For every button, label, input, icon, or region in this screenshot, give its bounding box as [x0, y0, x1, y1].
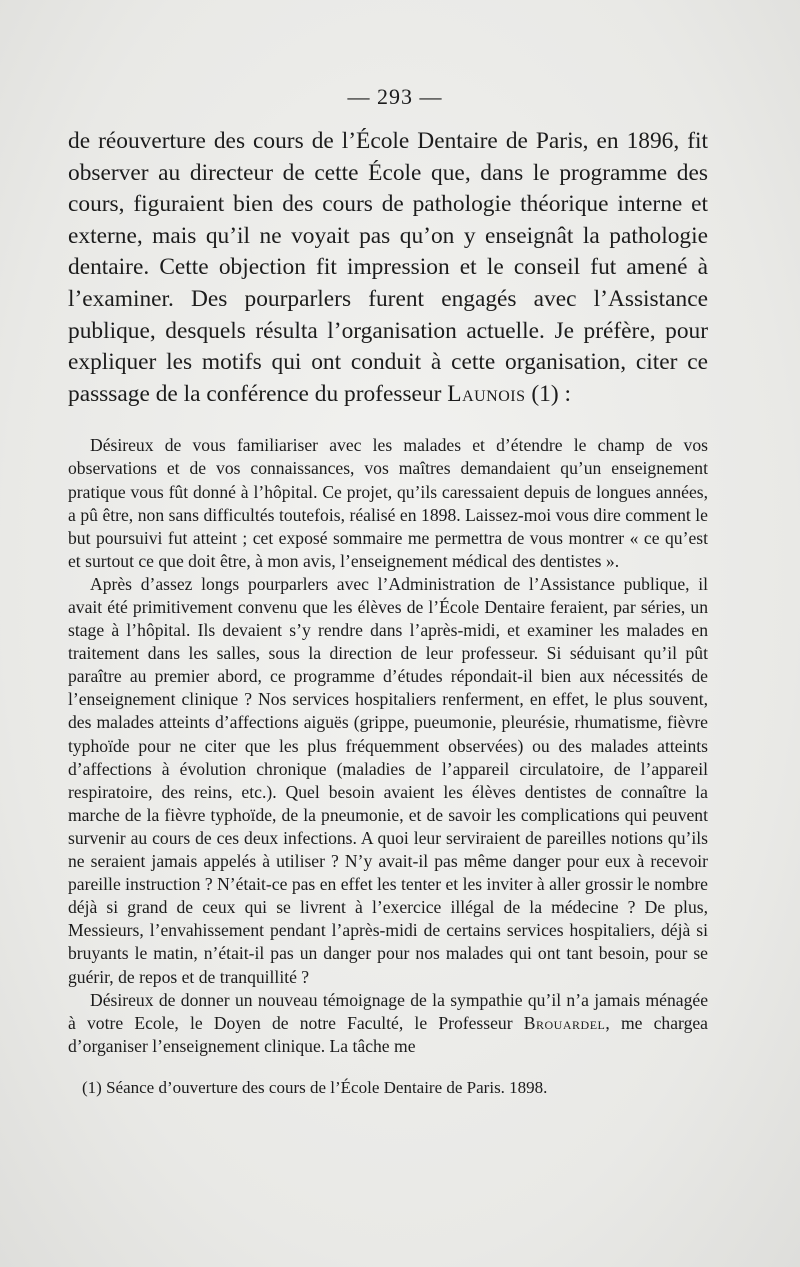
professor-name: Brouardel	[523, 1012, 606, 1033]
quotation-block	[68, 434, 708, 1058]
quote-paragraph-3	[68, 989, 708, 1058]
footnote-reference: (1) :	[525, 380, 571, 407]
quote-paragraph-1: Désireux de vous familiariser avec les malades et d’étendre le champ de vos observations et de vos connaissances, vos maîtres demandaient qu’un enseignement pratique vous fût donné à l’hôpital. Ce projet, qu’ils caressaient depuis de longues années, a pû être, non sans difficultés toutefois, réalisé en 1898. Laissez-moi vous dire comment le but poursuivi fut atteint ; cet exposé sommaire me permettra de vous montrer « ce qu’est et surtout ce que doit être, à mon avis, l’enseignement médical des dentistes ».	[68, 435, 708, 571]
main-paragraph	[68, 126, 708, 410]
main-text	[68, 126, 708, 410]
quote-paragraph-3-end: , me chargea d’organiser l’enseignement clinique. La tâche me	[68, 1012, 708, 1056]
page-number: — 293 —	[347, 84, 443, 109]
footnote: (1) Séance d’ouverture des cours de l’École Dentaire de Paris. 1898.	[82, 1077, 548, 1097]
quote-paragraph-3-start: Désireux de donner un nouveau témoignage de la sympathie qu’il n’a jamais ménagée à votre Ecole, le Doyen de notre Faculté, le Professeur	[68, 989, 708, 1033]
main-paragraph-text: de réouverture des cours de l’École Dentaire de Paris, en 1896, fit observer au directeur de cette École que, dans le programme des cours, figuraient bien des cours de pathologie théorique interne et externe, mais qu’il ne voyait pas qu’on y enseignât la pathologie dentaire. Cette objection fit impression et le conseil fut amené à l’examiner. Des pourparlers furent engagés avec l’Assistance publique, desquels résulta l’organisation actuelle. Je préfère, pour expliquer les motifs qui ont conduit à cette organisation, citer ce passsage de la conférence du professeur	[68, 128, 708, 407]
quote-paragraph-2: Après d’assez longs pourparlers avec l’Administration de l’Assistance publique, il avait été primitivement convenu que les élèves de l’École Dentaire feraient, par séries, un stage à l’hôpital. Ils devaient s’y rendre dans l’après-midi, et examiner les malades en traitement dans les salles, sous la direction de leur professeur. Si séduisant qu’il pût paraître au premier abord, ce programme d’études répondait-il bien aux nécessités de l’enseignement clinique ? Nos services hospitaliers renferment, en effet, le plus souvent, des malades atteints d’affections aiguës (grippe, pueumonie, pleurésie, rhumatisme, fièvre typhoïde pour ne citer que les plus fréquemment observées) ou des malades atteints d’affections à évolution chronique (maladies de l’appareil circulatoire, de l’appareil respiratoire, des reins, etc.). Quel besoin avaient les élèves dentistes de connaître la marche de la fièvre typhoïde, de la pneumonie, et de savoir les complications qui peuvent survenir au cours de ces deux infections. A quoi leur serviraient de pareilles notions qu’ils ne seraient jamais appelés à utiliser ? N’y avait-il pas même danger pour eux à recevoir pareille instruction ? N’était-ce pas en effet les tenter et les inviter à aller grossir le nombre déjà si grand de ceux qui se livrent à l’exercice illégal de la médecine ? De plus, Messieurs, l’envahissement pendant l’après-midi de certains services hospitaliers, déjà si bruyants le matin, n’était-il pas un danger pour nos malades qui ont tant besoin, pour se guérir, de repos et de tranquillité ?	[68, 573, 708, 987]
author-name: Launois	[447, 380, 526, 407]
